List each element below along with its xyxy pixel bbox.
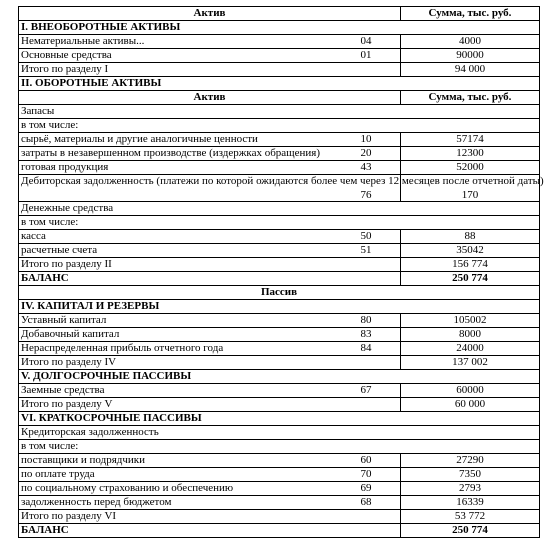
row-code: 84: [359, 342, 401, 356]
row-code: 60: [359, 454, 401, 468]
section-title-row: [19, 77, 540, 91]
total-row: [19, 398, 540, 412]
section-2-title: II. ОБОРОТНЫЕ АКТИВЫ: [19, 77, 540, 91]
table-row: [19, 342, 540, 356]
total-name: Итого по разделу VI: [19, 510, 401, 524]
row-code: 68: [359, 496, 401, 510]
passiv-header-row: [19, 286, 540, 300]
table-row: [19, 440, 540, 454]
row-code: 70: [359, 468, 401, 482]
section-1-title: I. ВНЕОБОРОТНЫЕ АКТИВЫ: [19, 21, 540, 35]
table-row: [19, 482, 540, 496]
kredit-label: Кредиторская задолженность: [19, 426, 540, 440]
table-row: [19, 244, 540, 258]
row-sum: 16339: [401, 496, 540, 510]
balance-sum: 250 774: [401, 272, 540, 286]
row-code: 01: [359, 49, 401, 63]
table-row: [19, 133, 540, 147]
row-sum: 12300: [401, 147, 540, 161]
row-code: 20: [359, 147, 401, 161]
row-code: 43: [359, 161, 401, 175]
section-4-title: IV. КАПИТАЛ И РЕЗЕРВЫ: [19, 300, 540, 314]
section-title-row: [19, 412, 540, 426]
dengi-label: Денежные средства: [19, 202, 540, 216]
row-sum: 57174: [401, 133, 540, 147]
balance-name: БАЛАНС: [19, 272, 401, 286]
row-name: поставщики и подрядчики: [19, 454, 359, 468]
table-row: [19, 384, 540, 398]
including-label: в том числе:: [19, 119, 540, 133]
table-row: [19, 49, 540, 63]
balance-name: БАЛАНС: [19, 524, 401, 538]
row-name: задолженность перед бюджетом: [19, 496, 359, 510]
row-sum: 88: [401, 230, 540, 244]
total-name: Итого по разделу I: [19, 63, 401, 77]
total-row: [19, 510, 540, 524]
row-sum: 35042: [401, 244, 540, 258]
row-code: 50: [359, 230, 401, 244]
balance-row: [19, 272, 540, 286]
table-row: [19, 216, 540, 230]
balance-row: [19, 524, 540, 538]
row-name: сырьё, материалы и другие аналогичные ценности: [19, 133, 359, 147]
row-name: Дебиторская задолженность (платежи по которой ожидаются более чем через 12 месяцев после отчетной даты): [19, 175, 359, 202]
section-5-title: V. ДОЛГОСРОЧНЫЕ ПАССИВЫ: [19, 370, 540, 384]
table-row: [19, 328, 540, 342]
row-code: 69: [359, 482, 401, 496]
table-row: [19, 161, 540, 175]
zapasy-label: Запасы: [19, 105, 540, 119]
table-header-row: [19, 91, 540, 105]
including-label: в том числе:: [19, 216, 540, 230]
row-sum: 7350: [401, 468, 540, 482]
table-row: [19, 230, 540, 244]
row-name: готовая продукция: [19, 161, 359, 175]
aktiv-header: Актив: [19, 7, 401, 21]
row-sum: 2793: [401, 482, 540, 496]
total-name: Итого по разделу V: [19, 398, 401, 412]
row-code: 80: [359, 314, 401, 328]
section-title-row: [19, 21, 540, 35]
row-sum: 24000: [401, 342, 540, 356]
balance-table: [18, 6, 544, 538]
table-row: [19, 426, 540, 440]
total-row: [19, 63, 540, 77]
row-sum: 4000: [401, 35, 540, 49]
total-row: [19, 356, 540, 370]
table-header-row: [19, 7, 540, 21]
total-sum: 137 002: [401, 356, 540, 370]
row-sum: 8000: [401, 328, 540, 342]
passiv-header: Пассив: [19, 286, 540, 300]
row-code: 83: [359, 328, 401, 342]
row-name: Добавочный капитал: [19, 328, 359, 342]
total-name: Итого по разделу IV: [19, 356, 401, 370]
row-name: Заемные средства: [19, 384, 359, 398]
row-name: Нематериальные активы...: [19, 35, 359, 49]
table-row: [19, 202, 540, 216]
table-row: [19, 35, 540, 49]
table-row: [19, 496, 540, 510]
table-row: [19, 454, 540, 468]
sum-header: Сумма, тыс. руб.: [401, 7, 540, 21]
table-row: [19, 314, 540, 328]
section-title-row: [19, 370, 540, 384]
row-code: 67: [359, 384, 401, 398]
row-code: 76: [359, 175, 401, 202]
row-sum: 52000: [401, 161, 540, 175]
row-name: по социальному страхованию и обеспечению: [19, 482, 359, 496]
total-name: Итого по разделу II: [19, 258, 401, 272]
row-name: Уставный капитал: [19, 314, 359, 328]
sum-header: Сумма, тыс. руб.: [401, 91, 540, 105]
row-name: расчетные счета: [19, 244, 359, 258]
row-name: Основные средства: [19, 49, 359, 63]
row-sum: 60000: [401, 384, 540, 398]
aktiv-header: Актив: [19, 91, 401, 105]
table-row: [19, 105, 540, 119]
table-row: [19, 119, 540, 133]
total-sum: 60 000: [401, 398, 540, 412]
table-row: [19, 468, 540, 482]
row-code: 10: [359, 133, 401, 147]
total-sum: 94 000: [401, 63, 540, 77]
row-code: 04: [359, 35, 401, 49]
row-name: затраты в незавершенном производстве (издержках обращения): [19, 147, 359, 161]
row-code: 51: [359, 244, 401, 258]
row-sum: 27290: [401, 454, 540, 468]
total-sum: 156 774: [401, 258, 540, 272]
total-sum: 53 772: [401, 510, 540, 524]
table-row: [19, 175, 540, 202]
section-6-title: VI. КРАТКОСРОЧНЫЕ ПАССИВЫ: [19, 412, 540, 426]
including-label: в том числе:: [19, 440, 540, 454]
row-name: по оплате труда: [19, 468, 359, 482]
row-sum: 90000: [401, 49, 540, 63]
row-sum: 105002: [401, 314, 540, 328]
balance-sum: 250 774: [401, 524, 540, 538]
table-row: [19, 147, 540, 161]
total-row: [19, 258, 540, 272]
row-sum: 170: [401, 175, 540, 202]
row-name: касса: [19, 230, 359, 244]
section-title-row: [19, 300, 540, 314]
row-name: Нераспределенная прибыль отчетного года: [19, 342, 359, 356]
